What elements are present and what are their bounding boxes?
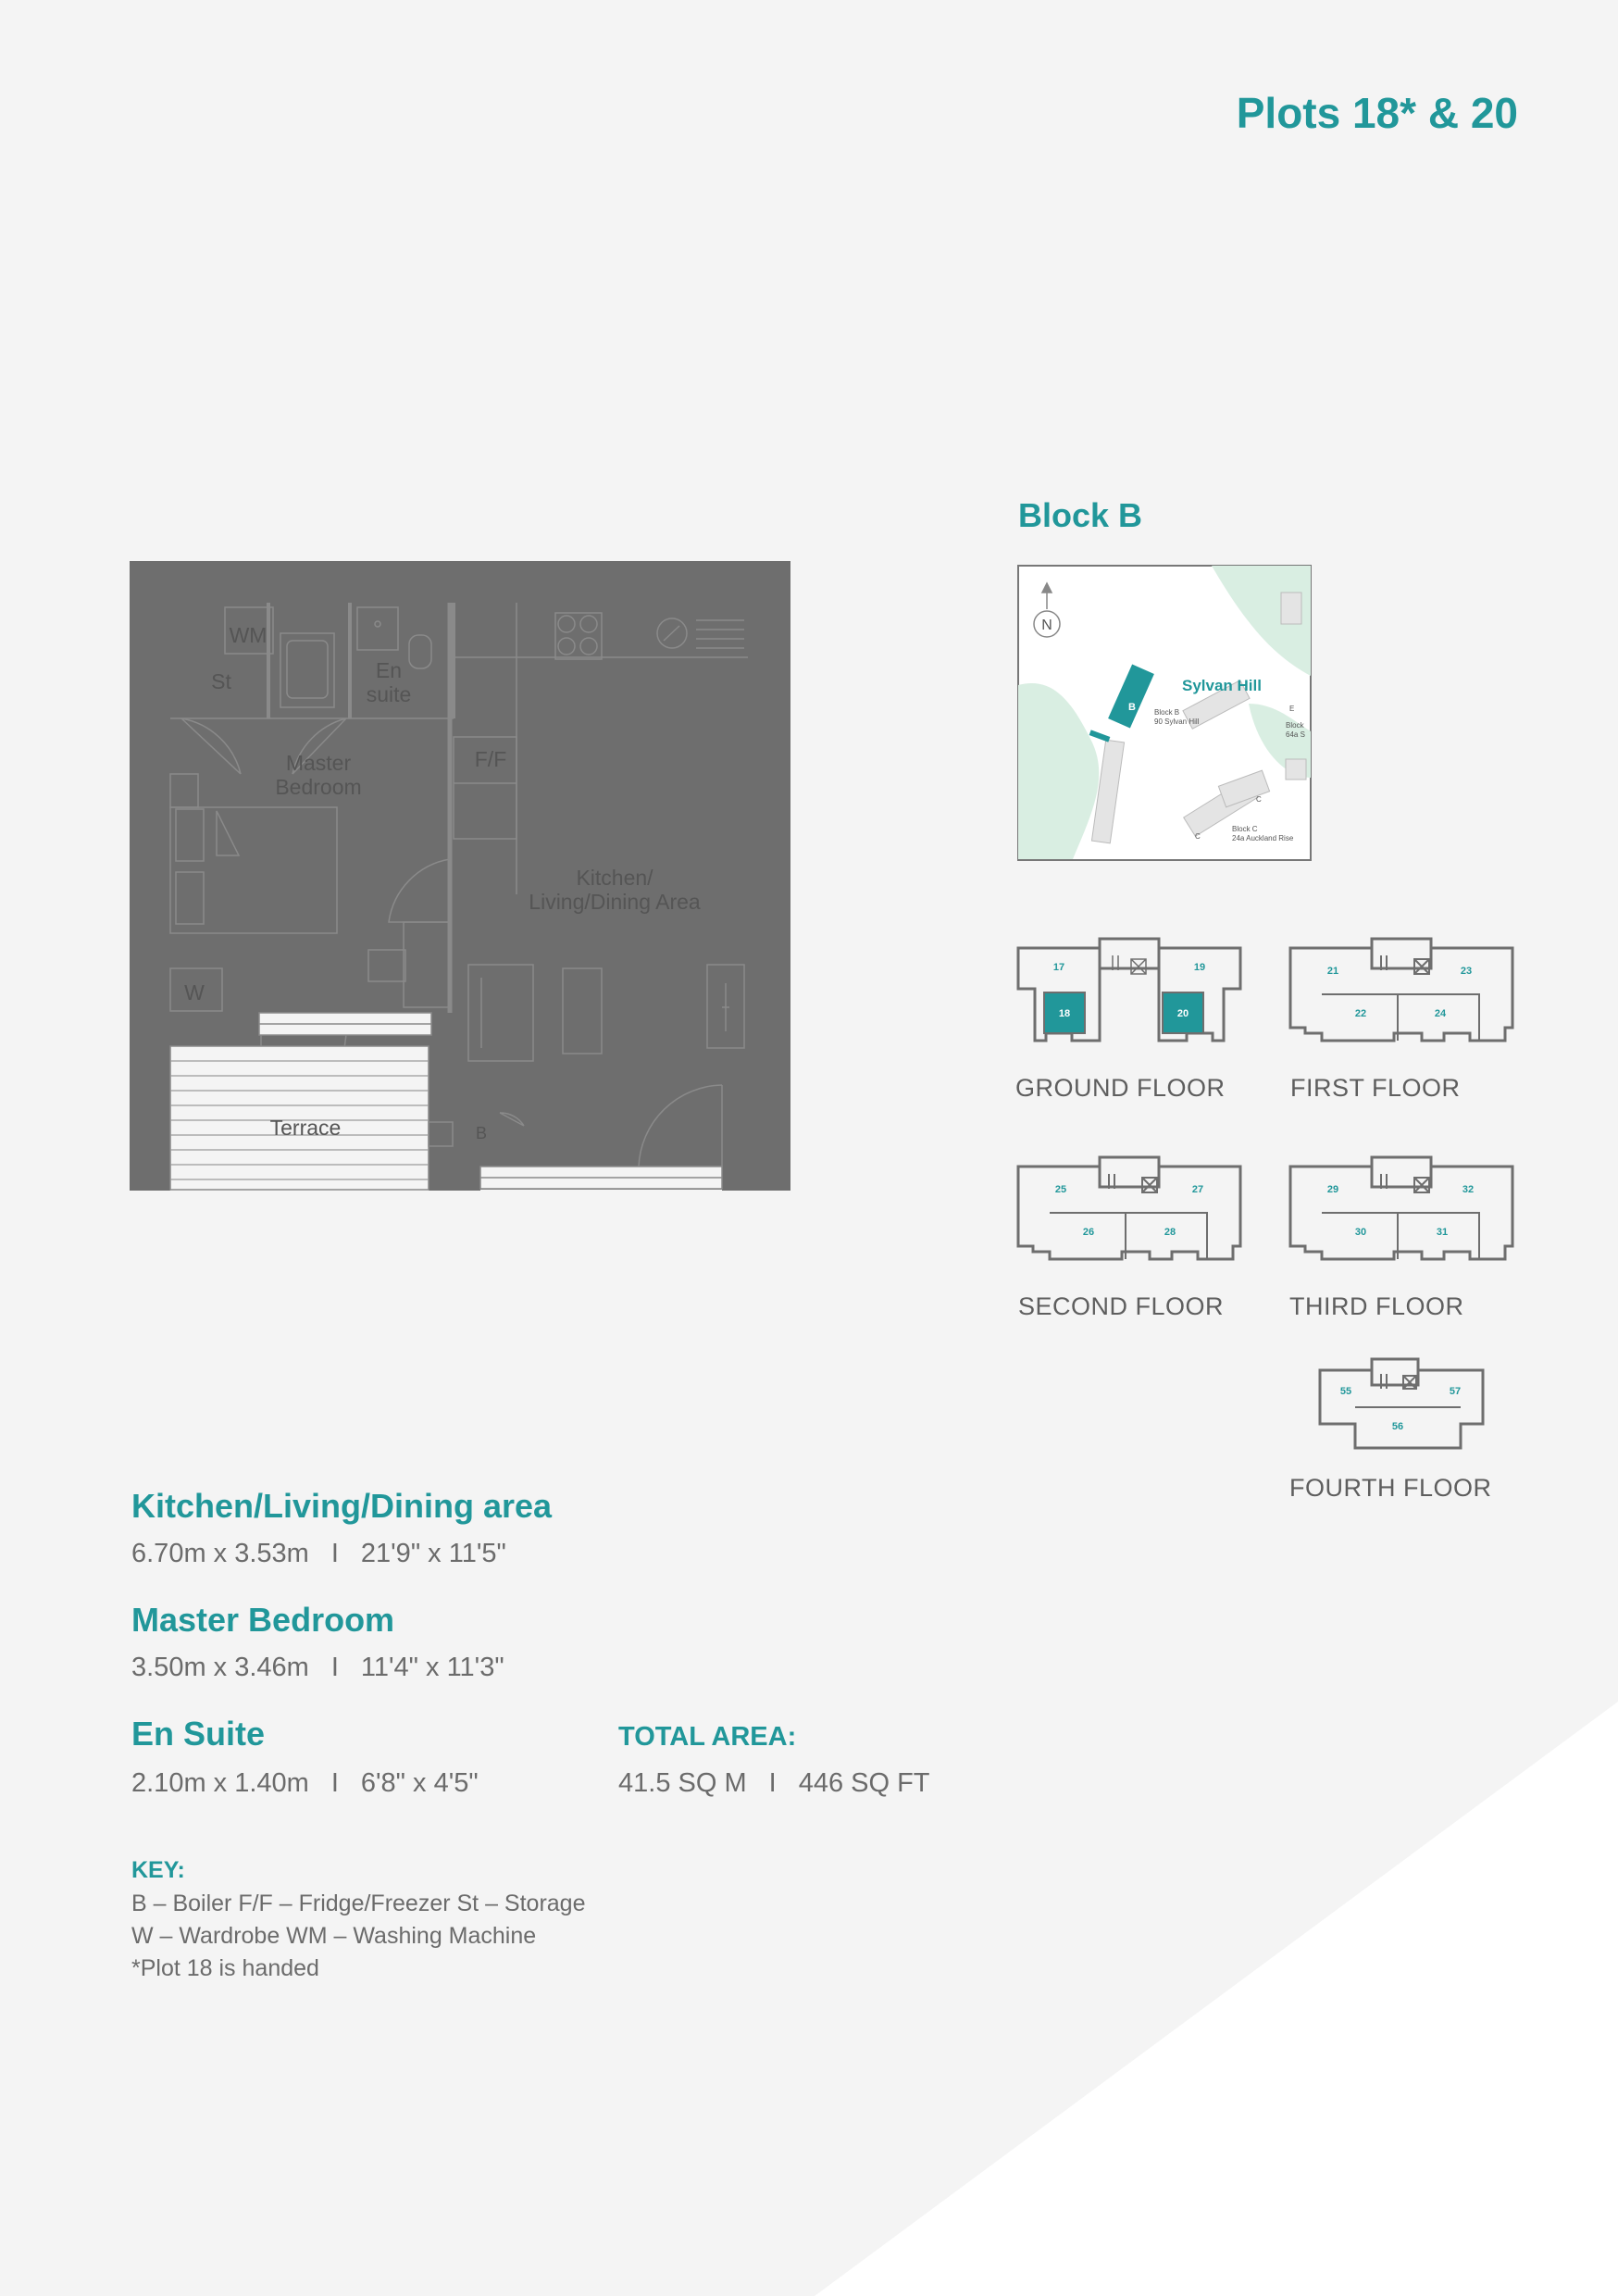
fourth-floor-plan	[1318, 1357, 1485, 1454]
second-unit-27: 27	[1191, 1184, 1204, 1195]
boiler-label: B	[475, 1124, 488, 1142]
total-area-title: TOTAL AREA:	[618, 1722, 797, 1752]
fourth-unit-57: 57	[1449, 1386, 1462, 1397]
map-place-label: Sylvan Hill	[1182, 677, 1262, 694]
separator: I	[330, 1768, 339, 1798]
ensuite-dimensions	[131, 1768, 479, 1799]
bedroom-imperial: 11'4" x 11'3"	[360, 1653, 504, 1682]
separator: I	[768, 1768, 777, 1798]
fridge-freezer-label: F/F	[474, 747, 507, 771]
block-title: Block B	[1018, 496, 1143, 534]
third-unit-32: 32	[1462, 1184, 1475, 1195]
second-unit-26: 26	[1082, 1227, 1095, 1238]
ground-unit-19: 19	[1193, 962, 1206, 973]
first-unit-23: 23	[1460, 966, 1473, 977]
kitchen-label-2: Living/Dining Area	[529, 890, 701, 914]
third-unit-31: 31	[1436, 1227, 1449, 1238]
ensuite-imperial: 6'8" x 4'5"	[360, 1768, 479, 1798]
second-floor-label: SECOND FLOOR	[1018, 1292, 1225, 1320]
map-label-c2: C	[1195, 832, 1201, 841]
second-unit-25: 25	[1054, 1184, 1067, 1195]
key-line-2: W – Wardrobe WM – Washing Machine	[131, 1923, 537, 1949]
third-floor-label: THIRD FLOOR	[1289, 1292, 1464, 1320]
bedroom-label-2: Bedroom	[275, 775, 362, 799]
ground-unit-18: 18	[1058, 1008, 1071, 1019]
separator: I	[330, 1539, 339, 1568]
third-unit-29: 29	[1326, 1184, 1339, 1195]
key-line-1: B – Boiler F/F – Fridge/Freezer St – Storage	[131, 1890, 586, 1916]
wm-label: WM	[229, 623, 268, 647]
fourth-floor-label: FOURTH FLOOR	[1289, 1474, 1492, 1502]
ensuite-label-1: En	[375, 658, 403, 682]
map-label-e: E	[1289, 705, 1295, 713]
map-block-c-line2: 24a Auckland Rise	[1232, 834, 1294, 842]
page-title: Plots 18* & 20	[1236, 89, 1518, 137]
third-floor-plan	[1288, 1155, 1514, 1267]
terrace-label: Terrace	[269, 1116, 342, 1140]
kitchen-label-1: Kitchen/	[576, 866, 653, 890]
ground-unit-17: 17	[1052, 962, 1065, 973]
kitchen-dimensions	[131, 1539, 506, 1569]
second-unit-28: 28	[1164, 1227, 1176, 1238]
first-unit-21: 21	[1326, 966, 1339, 977]
map-block-e-line1: Block	[1286, 721, 1304, 730]
first-floor-label: FIRST FLOOR	[1290, 1074, 1461, 1102]
total-metric: 41.5 SQ M	[618, 1768, 747, 1798]
key-line-3: *Plot 18 is handed	[131, 1955, 319, 1981]
ensuite-title: En Suite	[131, 1715, 266, 1753]
first-floor-plan	[1288, 937, 1514, 1048]
site-map	[1017, 565, 1312, 861]
first-unit-24: 24	[1434, 1008, 1447, 1019]
kitchen-imperial: 21'9" x 11'5"	[360, 1539, 506, 1568]
map-label-c1: C	[1256, 795, 1262, 804]
north-label: N	[1041, 618, 1052, 633]
map-block-e-line2: 64a S	[1286, 730, 1305, 739]
ensuite-label-2: suite	[366, 682, 412, 706]
bedroom-title: Master Bedroom	[131, 1601, 395, 1639]
ground-floor-label: GROUND FLOOR	[1015, 1074, 1226, 1102]
storage-label: St	[211, 669, 231, 693]
third-unit-30: 30	[1354, 1227, 1367, 1238]
fourth-unit-55: 55	[1339, 1386, 1352, 1397]
map-block-b-line2: 90 Sylvan Hill	[1154, 718, 1200, 726]
total-area-values	[618, 1768, 930, 1799]
total-imperial: 446 SQ FT	[798, 1768, 930, 1798]
kitchen-title: Kitchen/Living/Dining area	[131, 1487, 553, 1525]
floor-plan	[130, 561, 792, 1191]
ground-floor-plan	[1016, 937, 1242, 1048]
map-block-b-line1: Block B	[1154, 708, 1180, 717]
map-block-c-line1: Block C	[1232, 825, 1258, 833]
first-unit-22: 22	[1354, 1008, 1367, 1019]
key-title: KEY:	[131, 1857, 185, 1883]
bedroom-label-1: Master	[285, 751, 352, 775]
separator: I	[330, 1653, 339, 1682]
map-marker-label: B	[1128, 702, 1136, 713]
bedroom-dimensions	[131, 1653, 504, 1683]
fourth-unit-56: 56	[1391, 1421, 1404, 1432]
bedroom-metric: 3.50m x 3.46m	[131, 1653, 309, 1682]
kitchen-metric: 6.70m x 3.53m	[131, 1539, 309, 1568]
ensuite-metric: 2.10m x 1.40m	[131, 1768, 309, 1798]
second-floor-plan	[1016, 1155, 1242, 1267]
ground-unit-20: 20	[1176, 1008, 1189, 1019]
wardrobe-label: W	[184, 980, 205, 1004]
